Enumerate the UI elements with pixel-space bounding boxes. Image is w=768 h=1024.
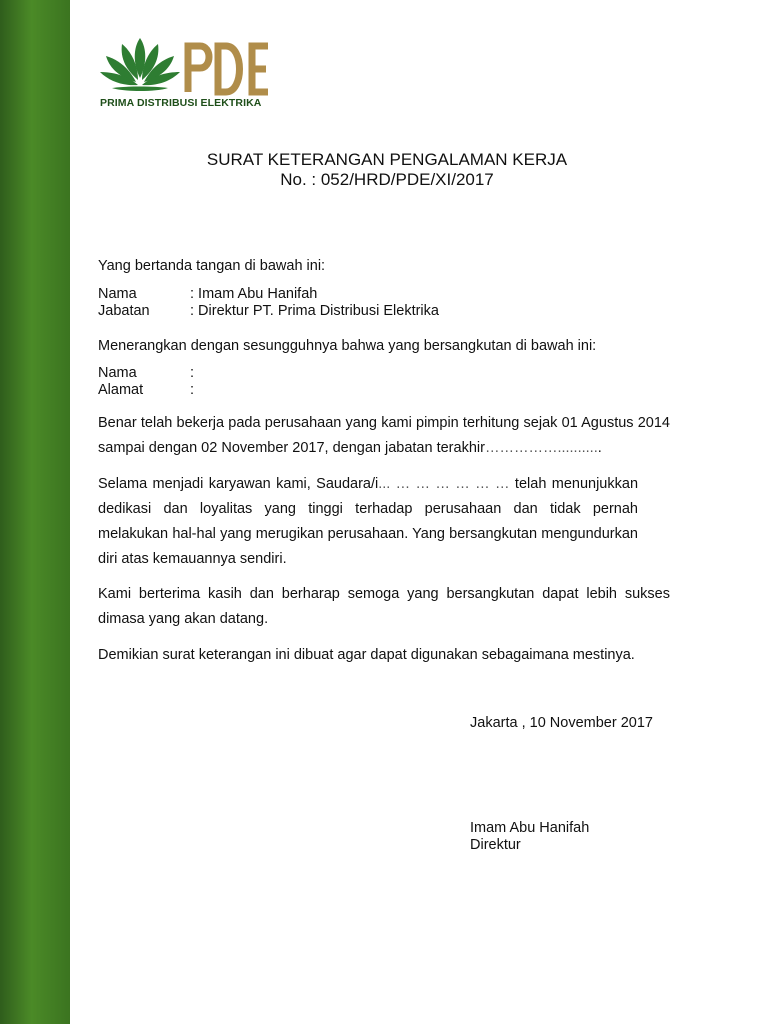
- signer-name-label: Nama: [98, 286, 137, 302]
- signer-name-value: : Imam Abu Hanifah: [190, 286, 318, 302]
- signer-position-row: [98, 303, 439, 319]
- signer-position-label: Jabatan: [98, 303, 150, 319]
- paragraph-employment: Benar telah bekerja pada perusahaan yang kami pimpin terhitung sejak 01 Agustus 2014 sampai dengan 02 November 2017, dengan jabatan terakhir……………...........: [98, 415, 670, 456]
- employee-name-value: :: [190, 365, 195, 381]
- paragraph-closing: Demikian surat keterangan ini dibuat agar dapat digunakan sebagaimana mestinya.: [98, 647, 635, 663]
- title-line-2: No. : 052/HRD/PDE/XI/2017: [280, 170, 494, 189]
- signature-title: Direktur: [470, 837, 521, 853]
- paragraph-dedication: [98, 472, 638, 572]
- signer-position-value: : Direktur PT. Prima Distribusi Elektrika: [190, 303, 439, 319]
- employee-address-row: [98, 382, 194, 398]
- paragraph-thanks: Kami berterima kasih dan berharap semoga yang bersangkutan dapat lebih sukses dimasa yang akan datang.: [98, 586, 670, 627]
- intro-text: Yang bertanda tangan di bawah ini:: [98, 258, 326, 274]
- employee-address-label: Alamat: [98, 382, 144, 398]
- employee-name-blank: ... … … … … … …: [378, 476, 510, 492]
- lotus-icon: [98, 34, 182, 96]
- letter-title: [0, 150, 768, 190]
- job-title-blank: ……………..........: [484, 440, 598, 456]
- paragraph-dedication-before: Selama menjadi karyawan kami, Saudara/i: [98, 476, 379, 492]
- pde-brand-icon: [182, 40, 274, 96]
- place-date: Jakarta , 10 November 2017: [470, 715, 653, 731]
- statement-text: Menerangkan dengan sesungguhnya bahwa yang bersangkutan di bawah ini:: [98, 338, 597, 354]
- employee-name-label: Nama: [98, 365, 137, 381]
- employee-name-row: [98, 365, 194, 381]
- title-line-1: SURAT KETERANGAN PENGALAMAN KERJA: [206, 150, 568, 169]
- paragraph-dedication-after: telah menunjukkan dedikasi dan loyalitas yang tinggi terhadap perusahaan dan tidak pernah melakukan hal-hal yang merugikan perusahaan. Yang bersangkutan mengundurkan diri atas kemauannya sendiri.: [98, 476, 639, 567]
- employee-address-value: :: [190, 382, 195, 398]
- paragraph-employment-text: Benar telah bekerja pada perusahaan yang kami pimpin terhitung sejak 01 Agustus 2014 sampai dengan 02 November 2017, dengan jabatan terakhir: [98, 415, 670, 456]
- signature-name: Imam Abu Hanifah: [470, 820, 590, 836]
- company-name-subtitle: PRIMA DISTRIBUSI ELEKTRIKA: [100, 97, 262, 109]
- signer-name-row: [98, 286, 317, 302]
- company-logo: [98, 34, 278, 114]
